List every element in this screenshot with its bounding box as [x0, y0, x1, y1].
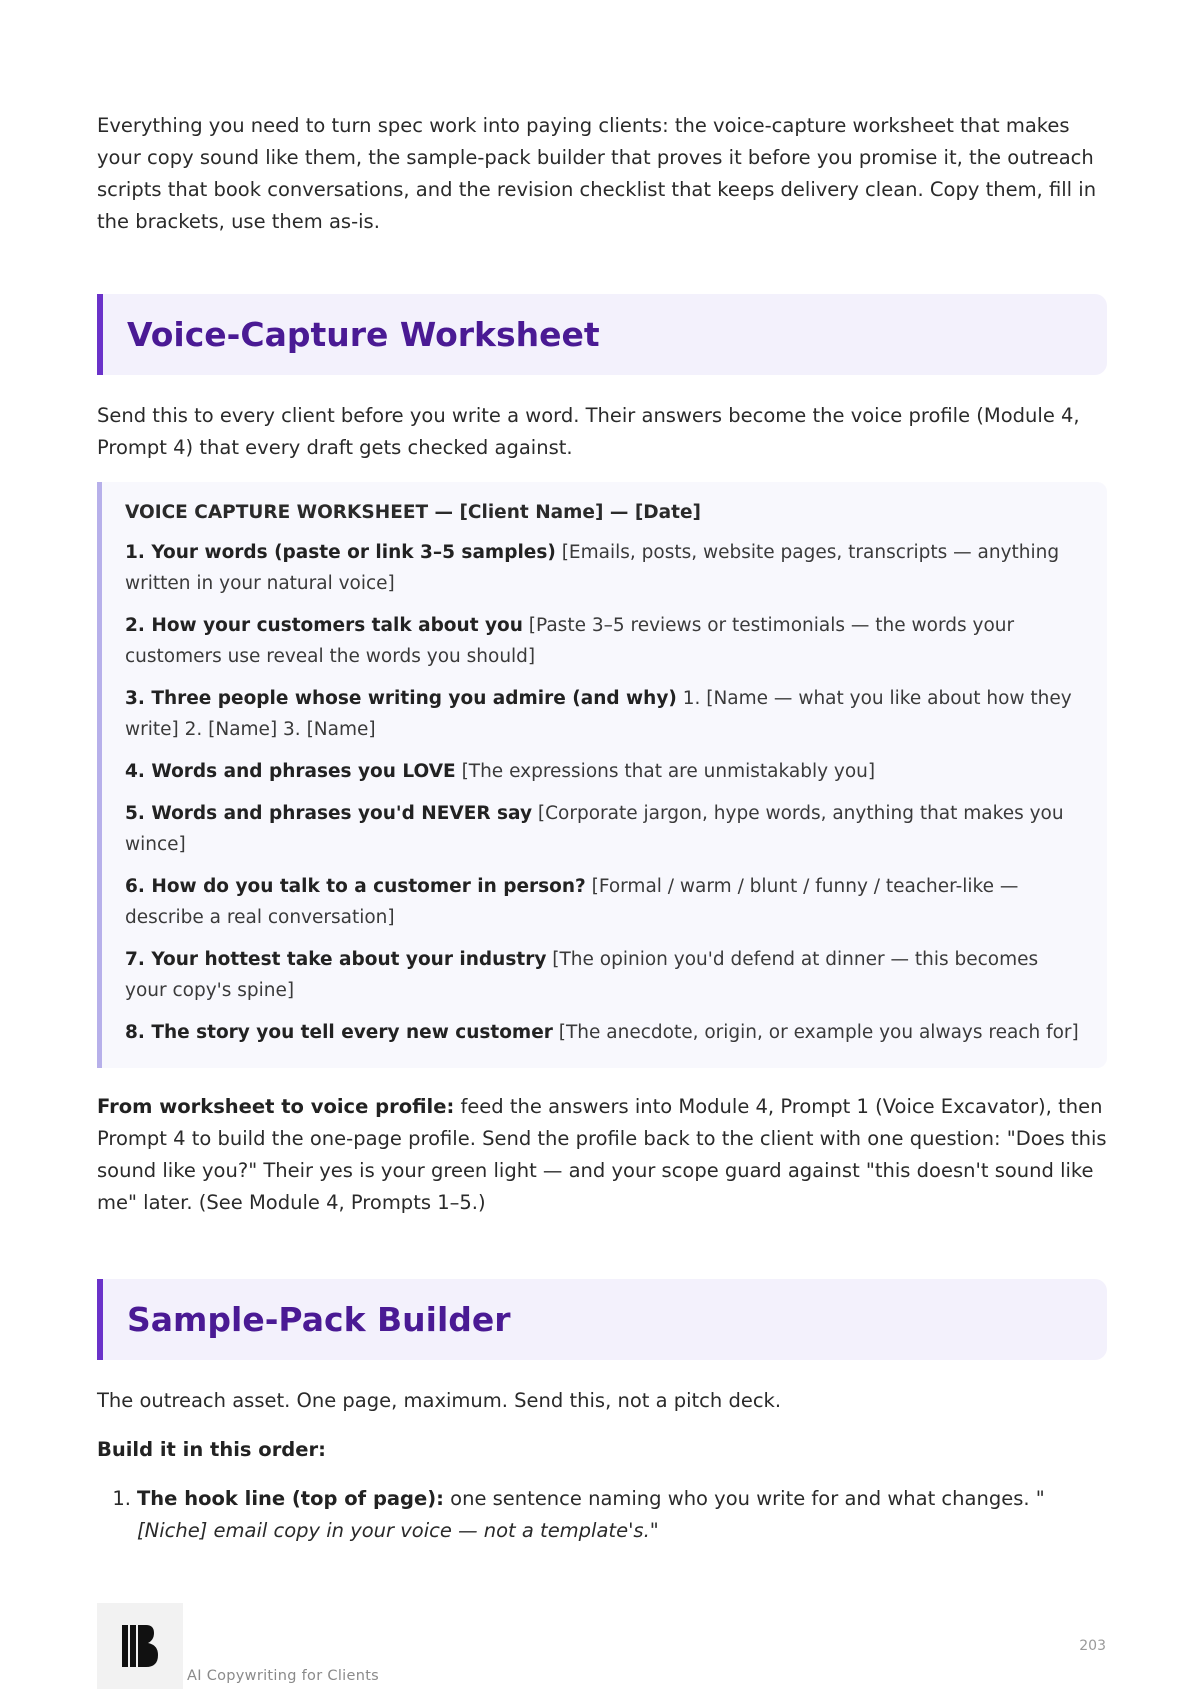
worksheet-item-label: 6. How do you talk to a customer in person?: [125, 876, 586, 897]
worksheet-item: [125, 871, 1083, 933]
worksheet-title: VOICE CAPTURE WORKSHEET — [Client Name] — [Date]: [125, 502, 701, 523]
worksheet-item-label: 2. How your customers talk about you: [125, 615, 523, 636]
list-item-label: The hook line (top of page):: [137, 1487, 444, 1510]
worksheet-item: [125, 756, 1083, 787]
worksheet-item: [125, 944, 1083, 1006]
worksheet-box: [97, 482, 1107, 1068]
worksheet-item-label: 4. Words and phrases you LOVE: [125, 761, 456, 782]
list-item-body: [137, 1483, 1107, 1547]
footer-book-title: AI Copywriting for Clients: [187, 1668, 380, 1684]
section-heading: Voice-Capture Worksheet: [127, 315, 600, 354]
worksheet-item-label: 3. Three people whose writing you admire (and why): [125, 688, 677, 709]
profile-note-label: From worksheet to voice profile:: [97, 1095, 455, 1118]
worksheet-item-text: [Paste 3–5 reviews or testimonials — the words your customers use reveal the words you should]: [125, 615, 1015, 667]
intro-paragraph: Everything you need to turn spec work into paying clients: the voice-capture worksheet that makes your copy sound like them, the sample-pack builder that proves it before you promise it, the outreach scripts that book conversations, and the revision checklist that keeps delivery clean. Copy them, fill in the brackets, use them as-is.: [97, 114, 1097, 233]
page-number: 203: [1079, 1638, 1106, 1654]
worksheet-item-label: 1. Your words (paste or link 3–5 samples): [125, 542, 556, 563]
worksheet-item-text: 1. [Name — what you like about how they write] 2. [Name] 3. [Name]: [125, 688, 1072, 740]
section-header-voice: [97, 294, 1107, 375]
page-content: [97, 110, 1107, 1547]
sample-lead-paragraph: The outreach asset. One page, maximum. Send this, not a pitch deck.: [97, 1389, 782, 1412]
list-item-example: "[Niche] email copy in your voice — not a template's.": [137, 1487, 1045, 1542]
worksheet-item-text: [Emails, posts, website pages, transcripts — anything written in your natural voice]: [125, 542, 1060, 594]
voice-lead-paragraph: Send this to every client before you write a word. Their answers become the voice profile (Module 4, Prompt 4) that every draft gets checked against.: [97, 404, 1080, 459]
worksheet-item-label: 7. Your hottest take about your industry: [125, 949, 547, 970]
worksheet-item-text: [The anecdote, origin, or example you always reach for]: [552, 1022, 1079, 1043]
worksheet-item: [125, 798, 1083, 860]
worksheet-item-label: 5. Words and phrases you'd NEVER say: [125, 803, 533, 824]
section-heading: Sample-Pack Builder: [127, 1300, 511, 1339]
profile-note-text: feed the answers into Module 4, Prompt 1 (Voice Excavator), then Prompt 4 to build the one-page profile. Send the profile back to the client with one question: "Does this sound like you?" Their yes is your green light — and your scope guard against "this doesn't sound like me" later. (See Module 4, Prompts 1–5.): [97, 1095, 1107, 1214]
worksheet-item: [125, 610, 1083, 672]
voice-profile-note: [97, 1091, 1107, 1219]
build-order-label: Build it in this order:: [97, 1438, 326, 1461]
worksheet-item-label: 8. The story you tell every new customer: [125, 1022, 553, 1043]
worksheet-item-text: [The expressions that are unmistakably you]: [455, 761, 876, 782]
section-header-sample-pack: [97, 1279, 1107, 1360]
worksheet-item: [125, 683, 1083, 745]
list-item-number: 1.: [112, 1487, 131, 1510]
worksheet-item: [125, 1017, 1083, 1048]
worksheet-item-text: [Formal / warm / blunt / funny / teacher-like — describe a real conversation]: [125, 876, 1019, 928]
book-logo-icon: [120, 1623, 160, 1669]
worksheet-item-text: [The opinion you'd defend at dinner — this becomes your copy's spine]: [125, 949, 1039, 1001]
book-logo: [97, 1603, 183, 1689]
worksheet-item: [125, 537, 1083, 599]
list-item: [97, 1483, 1107, 1547]
worksheet-item-text: [Corporate jargon, hype words, anything that makes you wince]: [125, 803, 1064, 855]
list-item-text: one sentence naming who you write for and what changes.: [443, 1487, 1036, 1510]
